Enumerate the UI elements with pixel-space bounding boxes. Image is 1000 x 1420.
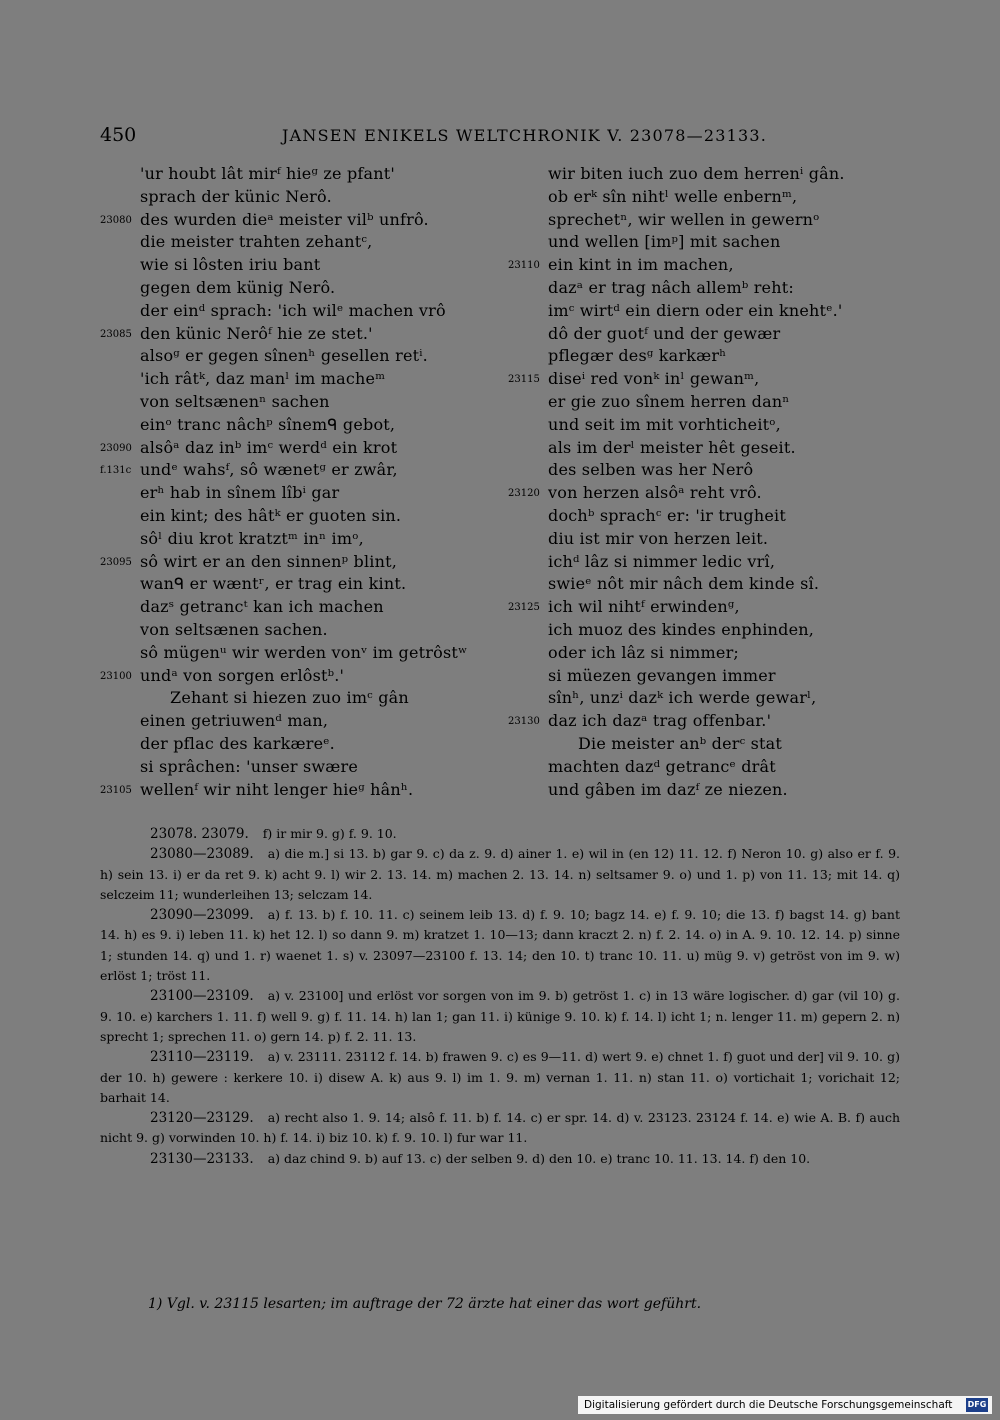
verse-text: und wellen [imᵖ] mit sachen bbox=[548, 232, 781, 252]
verse-text: sô mügenᵘ wir werden vonᵛ im getrôstʷ bbox=[140, 642, 468, 662]
verse-number: 23115 bbox=[508, 374, 540, 386]
verse-range: 23080—23089. bbox=[150, 846, 254, 863]
verse-text: wellenᶠ wir niht lenger hieᵍ hânʰ. bbox=[140, 779, 414, 799]
verse-line bbox=[100, 323, 490, 346]
variant-readings bbox=[100, 824, 900, 1169]
verse-number: 23085 bbox=[100, 328, 132, 340]
verse-number: 23120 bbox=[508, 488, 540, 500]
verse-number: 23095 bbox=[100, 556, 132, 568]
verse-line bbox=[508, 231, 898, 254]
verse-number: 23100 bbox=[100, 670, 132, 682]
verse-line bbox=[100, 345, 490, 368]
verse-line bbox=[508, 596, 898, 619]
verse-text: 'ur houbt lât mirᶠ hieᵍ ze pfant' bbox=[140, 164, 395, 183]
verse-text: dazᵃ er trag nâch allemᵇ reht: bbox=[548, 277, 794, 297]
variant-note bbox=[100, 1149, 900, 1169]
dfg-logo: DFG bbox=[966, 1398, 988, 1412]
verse-text: sînʰ, unzⁱ dazᵏ ich werde gewarˡ, bbox=[548, 688, 817, 708]
footnote: 1) Vgl. v. 23115 lesarten; im auftrage der 72 ärzte hat einer das wort geführt. bbox=[148, 1296, 702, 1312]
verse-text: wir biten iuch zuo dem herrenⁱ gân. bbox=[548, 164, 845, 183]
page-header bbox=[100, 124, 900, 152]
verse-line bbox=[508, 710, 898, 733]
variant-note bbox=[100, 1108, 900, 1149]
verse-line bbox=[508, 254, 898, 277]
verse-text: er gie zuo sînem herren danⁿ bbox=[548, 391, 790, 411]
verse-text: ich wil nihtᶠ erwindenᵍ, bbox=[548, 597, 740, 617]
verse-text: von seltsænen sachen. bbox=[140, 619, 328, 639]
verse-range: 23110—23119. bbox=[150, 1049, 254, 1066]
verse-text: wanᑫ er wæntʳ, er trag ein kint. bbox=[140, 574, 407, 594]
page-number: 450 bbox=[100, 124, 137, 146]
verse-line bbox=[100, 186, 490, 209]
verse-text: alsôᵃ daz inᵇ imᶜ werdᵈ ein krot bbox=[140, 437, 398, 457]
verse-text: sô wirt er an den sinnenᵖ blint, bbox=[140, 551, 398, 571]
verse-text: von seltsænenⁿ sachen bbox=[140, 391, 330, 411]
verse-line bbox=[100, 596, 490, 619]
verse-line bbox=[508, 391, 898, 414]
verse-line bbox=[100, 756, 490, 779]
verse-line bbox=[508, 459, 898, 482]
verse-number: 23125 bbox=[508, 602, 540, 614]
verse-text: imᶜ wirtᵈ ein diern oder ein knehtᵉ.' bbox=[548, 300, 843, 320]
verse-line bbox=[100, 619, 490, 642]
verse-text: des wurden dieᵃ meister vilᵇ unfrô. bbox=[140, 209, 429, 229]
verse-text: sprach der künic Nerô. bbox=[140, 186, 332, 206]
verse-text: machten dazᵈ getrancᵉ drât bbox=[548, 756, 776, 776]
verse-line bbox=[508, 665, 898, 688]
variant-text: a) daz chind 9. b) auf 13. c) der selben 9. d) den 10. e) tranc 10. 11. 13. 14. f) den 10. bbox=[267, 1150, 811, 1166]
verse-line bbox=[100, 505, 490, 528]
verse-line bbox=[100, 573, 490, 596]
verse-text: 'ich râtᵏ, daz manˡ im macheᵐ bbox=[140, 369, 386, 389]
verse-line bbox=[508, 345, 898, 368]
verse-line bbox=[508, 368, 898, 391]
verse-number: 23110 bbox=[508, 260, 540, 272]
verse-line bbox=[508, 323, 898, 346]
verse-text: die meister trahten zehantᶜ, bbox=[140, 232, 373, 252]
verse-number: 23105 bbox=[100, 784, 132, 796]
verse-text: gegen dem künig Nerô. bbox=[140, 277, 336, 297]
verse-line bbox=[508, 437, 898, 460]
verse-number: 23130 bbox=[508, 716, 540, 728]
verse-text: den künic Nerôᶠ hie ze stet.' bbox=[140, 323, 373, 343]
verse-line bbox=[508, 687, 898, 710]
verse-text: des selben was her Nerô bbox=[548, 460, 754, 480]
verse-text: wie si lôsten iriu bant bbox=[140, 255, 321, 275]
verse-line bbox=[508, 619, 898, 642]
verse-text: von herzen alsôᵃ reht vrô. bbox=[548, 483, 762, 503]
verse-text: dô der guotᶠ und der gewær bbox=[548, 323, 781, 343]
verse-text: dazˢ getrancᵗ kan ich machen bbox=[140, 597, 384, 617]
verse-column-right bbox=[508, 163, 898, 801]
variant-note bbox=[100, 905, 900, 986]
verse-line bbox=[100, 414, 490, 437]
variant-text: f) ir mir 9. g) f. 9. 10. bbox=[262, 826, 397, 841]
verse-text: diu ist mir von herzen leit. bbox=[548, 528, 769, 548]
verse-text: Die meister anᵇ derᶜ stat bbox=[578, 733, 783, 753]
verse-line bbox=[508, 756, 898, 779]
verse-line bbox=[508, 779, 898, 802]
verse-line bbox=[100, 733, 490, 756]
verse-text: daz ich dazᵃ trag offenbar.' bbox=[548, 711, 772, 731]
verse-line bbox=[100, 254, 490, 277]
verse-line bbox=[508, 277, 898, 300]
verse-text: sprechetⁿ, wir wellen in gewernᵒ bbox=[548, 209, 820, 229]
verse-range: 23130—23133. bbox=[150, 1150, 254, 1167]
verse-text: sôˡ diu krot kratztᵐ inⁿ imᵒ, bbox=[140, 528, 364, 548]
verse-text: ichᵈ lâz si nimmer ledic vrî, bbox=[548, 551, 776, 571]
verse-text: Zehant si hiezen zuo imᶜ gân bbox=[170, 688, 409, 708]
verse-line bbox=[100, 779, 490, 802]
verse-line bbox=[100, 209, 490, 232]
variant-text: a) recht also 1. 9. 14; alsô f. 11. b) f. 14. c) er spr. 14. d) v. 23123. 23124 f. 14. e) wie A. B. f) auch nicht 9. g) vorwinden 10. h) f. 14. i) biz 10. k) f. 9. 10. l) fur war 11. bbox=[100, 1110, 900, 1146]
verse-text: diseⁱ red vonᵏ inˡ gewanᵐ, bbox=[548, 369, 760, 389]
verse-line bbox=[100, 642, 490, 665]
verse-line bbox=[508, 642, 898, 665]
verse-text: ich muoz des kindes enphinden, bbox=[548, 619, 815, 639]
verse-line bbox=[508, 482, 898, 505]
verse-text: der einᵈ sprach: 'ich wilᵉ machen vrô bbox=[140, 300, 446, 320]
variant-note bbox=[100, 1047, 900, 1108]
variant-text: a) v. 23111. 23112 f. 14. b) frawen 9. c) es 9—11. d) wert 9. e) chnet 1. f) guot und der] vil 9. 10. g) der 10. h) gewere : kerkere 10. i) disew A. k) aus 9. l) im 1. 9. m) vernan 1. 11. n) stan 11. o) vortichait 1; vorichait 12; barhait 14. bbox=[100, 1049, 900, 1105]
verse-line bbox=[508, 163, 898, 186]
verse-text: und seit im mit vorhticheitᵒ, bbox=[548, 414, 781, 434]
verse-line bbox=[508, 573, 898, 596]
variant-note bbox=[100, 986, 900, 1047]
verse-line bbox=[100, 300, 490, 323]
verse-line bbox=[100, 163, 490, 186]
verse-line bbox=[100, 528, 490, 551]
verse-text: ob erᵏ sîn nihtˡ welle enbernᵐ, bbox=[548, 186, 798, 206]
verse-line bbox=[508, 528, 898, 551]
verse-text: undᵉ wahsᶠ, sô wænetᵍ er zwâr, bbox=[140, 460, 398, 480]
verse-text: als im derˡ meister hêt geseit. bbox=[548, 437, 796, 457]
verse-line bbox=[100, 277, 490, 300]
verse-text: erʰ hab in sînem lîbⁱ gar bbox=[140, 483, 340, 503]
verse-text: der pflac des karkæreᵉ. bbox=[140, 733, 335, 753]
verse-range: 23120—23129. bbox=[150, 1110, 254, 1127]
verse-text: ein kint in im machen, bbox=[548, 255, 734, 275]
verse-number: f.131c bbox=[100, 465, 132, 477]
verse-number: 23090 bbox=[100, 442, 132, 454]
verse-line bbox=[508, 505, 898, 528]
verse-line bbox=[100, 551, 490, 574]
verse-text: und gâben im dazᶠ ze niezen. bbox=[548, 779, 788, 799]
verse-line bbox=[100, 482, 490, 505]
verse-line bbox=[100, 437, 490, 460]
verse-text: pflegær desᵍ karkærʰ bbox=[548, 346, 727, 366]
variant-note bbox=[100, 844, 900, 905]
verse-line bbox=[100, 665, 490, 688]
running-title: JANSEN ENIKELS WELTCHRONIK V. 23078—23133. bbox=[282, 126, 768, 145]
verse-text: oder ich lâz si nimmer; bbox=[548, 642, 740, 662]
verse-text: si müezen gevangen immer bbox=[548, 665, 776, 685]
variant-text: a) die m.] si 13. b) gar 9. c) da z. 9. d) ainer 1. e) wil in (en 12) 11. 12. f) Neron 10. g) also er f. 9. h) sein 13. i) er da ret 9. k) acht 9. l) wir 2. 13. 14. m) machen 2. 13. 14. n) seltsamer 9. o) und 1. p) von 11. 13; mit 14. q) selczeim 11; wunderleihen 13; selczam 14. bbox=[100, 846, 900, 902]
verse-text: dochᵇ sprachᶜ er: 'ir trugheit bbox=[548, 505, 786, 525]
verse-text: si sprâchen: 'unser swære bbox=[140, 756, 359, 776]
verse-line bbox=[508, 733, 898, 756]
verse-text: einen getriuwenᵈ man, bbox=[140, 711, 329, 731]
verse-text: alsoᵍ er gegen sînenʰ gesellen retⁱ. bbox=[140, 346, 428, 366]
verse-line bbox=[508, 414, 898, 437]
variant-text: a) f. 13. b) f. 10. 11. c) seinem leib 13. d) f. 9. 10; bagz 14. e) f. 9. 10; die 13. f) bagst 14. g) bant 14. h) es 9. i) leben 11. k) het 12. l) so dann 9. m) kratzet 1. 10—13; dann kraczt 2. n) f. 2. 14. o) in A. 9. 10. 12. 14. p) sinne 1; stunden 14. q) und 1. r) waenet 1. s) v. 23097—23100 f. 13. 14; den 10. t) tranc 10. 11. u) müg 9. v) getröst von im 9. w) erlöst 1; tröst 11. bbox=[100, 907, 900, 984]
digitization-credit bbox=[578, 1396, 992, 1414]
verse-text: undᵃ von sorgen erlôstᵇ.' bbox=[140, 665, 345, 685]
verse-line bbox=[100, 368, 490, 391]
digitization-text: Digitalisierung gefördert durch die Deutsche Forschungsgemeinschaft bbox=[584, 1399, 953, 1411]
verse-line bbox=[508, 186, 898, 209]
verse-range: 23100—23109. bbox=[150, 988, 254, 1005]
variant-note bbox=[100, 824, 900, 844]
verse-range: 23090—23099. bbox=[150, 907, 254, 924]
verse-text: einᵒ tranc nâchᵖ sînemᑫ gebot, bbox=[140, 414, 396, 434]
verse-column-left bbox=[100, 163, 490, 801]
verse-range: 23078. 23079. bbox=[150, 826, 249, 842]
verse-line bbox=[508, 209, 898, 232]
verse-text: swieᵉ nôt mir nâch dem kinde sî. bbox=[548, 574, 820, 594]
verse-line bbox=[100, 231, 490, 254]
verse-line bbox=[100, 459, 490, 482]
verse-line bbox=[508, 300, 898, 323]
verse-line bbox=[100, 391, 490, 414]
verse-line bbox=[100, 687, 490, 710]
variant-text: a) v. 23100] und erlöst vor sorgen von im 9. b) getröst 1. c) in 13 wäre logischer. d) gar (vil 10) g. 9. 10. e) karchers 1. 11. f) well 9. g) f. 11. 14. h) lan 1; gan 11. i) künige 9. 10. k) f. 14. l) icht 1; n. lenger 11. m) gepern 2. n) sprecht 1; sprechen 11. o) gern 14. p) f. 2. 11. 13. bbox=[100, 988, 900, 1044]
verse-line bbox=[100, 710, 490, 733]
verse-text: ein kint; des hâtᵏ er guoten sin. bbox=[140, 505, 402, 525]
verse-number: 23080 bbox=[100, 214, 132, 226]
verse-line bbox=[508, 551, 898, 574]
